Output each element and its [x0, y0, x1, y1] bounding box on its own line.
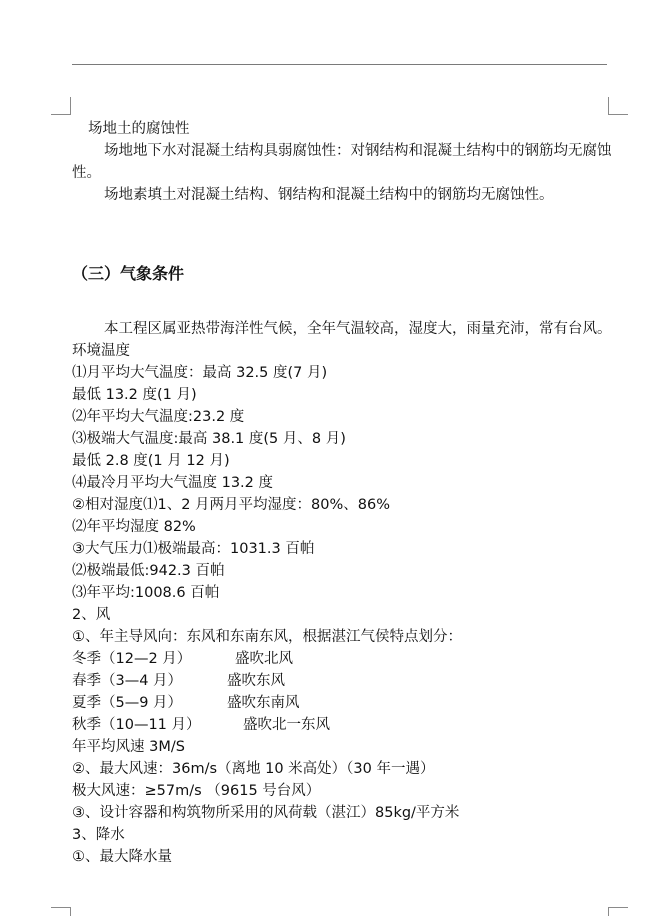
text-line: 3、降水	[72, 827, 125, 843]
text-line: 环境温度	[72, 343, 130, 359]
climate-intro: 本工程区属亚热带海洋性气候，全年气温较高，湿度大，雨量充沛，常有台风。	[104, 321, 612, 337]
text-line: ⑶年平均:1008.6 百帕	[72, 585, 220, 601]
text-line: ⑵年平均湿度 82%	[72, 519, 196, 535]
crop-mark-top-right	[608, 97, 628, 115]
text-line: ③、设计容器和构筑物所采用的风荷载（湛江）85kg/平方米	[72, 805, 460, 821]
soil-title: 场地土的腐蚀性	[88, 121, 190, 137]
season-row	[72, 714, 612, 736]
text-line: 最低 2.8 度(1 月 12 月)	[72, 453, 230, 469]
season-period: 冬季（12—2 月）	[72, 651, 192, 667]
text-line: 最低 13.2 度(1 月)	[72, 387, 197, 403]
season-wind: 盛吹东南风	[227, 695, 300, 711]
climate-block	[72, 318, 612, 868]
text-line: ⑶极端大气温度:最高 38.1 度(5 月、8 月)	[72, 431, 346, 447]
text-line: ⑵极端最低:942.3 百帕	[72, 563, 225, 579]
text-line: ②、最大风速：36m/s（离地 10 米高处）（30 年一遇）	[72, 761, 435, 777]
header-rule	[72, 64, 607, 65]
season-wind: 盛吹北风	[235, 651, 293, 667]
text-line: 极大风速：≥57m/s （9615 号台风）	[72, 783, 321, 799]
text-line: 年平均风速 3M/S	[72, 739, 185, 755]
season-period: 春季（3—4 月）	[72, 673, 183, 689]
text-line: ③大气压力⑴极端最高：1031.3 百帕	[72, 541, 315, 557]
page-body	[72, 118, 612, 865]
text-line: 2、风	[72, 607, 111, 623]
text-line: ①、最大降水量	[72, 849, 172, 865]
text-line: ⑵年平均大气温度:23.2 度	[72, 409, 245, 425]
text-line: ⑴月平均大气温度：最高 32.5 度(7 月)	[72, 365, 328, 381]
section-heading: （三）气象条件	[72, 264, 185, 283]
text-line: ⑷最冷月平均大气温度 13.2 度	[72, 475, 274, 491]
season-row	[72, 648, 612, 670]
soil-para-2: 场地素填土对混凝土结构、钢结构和混凝土结构中的钢筋均无腐蚀性。	[104, 187, 554, 203]
season-wind: 盛吹北一东风	[243, 717, 330, 733]
crop-mark-top-left	[51, 97, 71, 115]
season-period: 夏季（5—9 月）	[72, 695, 183, 711]
season-wind: 盛吹东风	[227, 673, 285, 689]
season-row	[72, 692, 612, 714]
text-line: ①、年主导风向：东风和东南东风，根据湛江气侯特点划分：	[72, 629, 462, 645]
season-period: 秋季（10—11 月）	[72, 717, 201, 733]
season-row	[72, 670, 612, 692]
text-line: ②相对湿度⑴1、2 月两月平均湿度：80%、86%	[72, 497, 391, 513]
soil-para-1: 场地地下水对混凝土结构具弱腐蚀性：对钢结构和混凝土结构中的钢筋均无腐蚀性。	[72, 143, 612, 181]
